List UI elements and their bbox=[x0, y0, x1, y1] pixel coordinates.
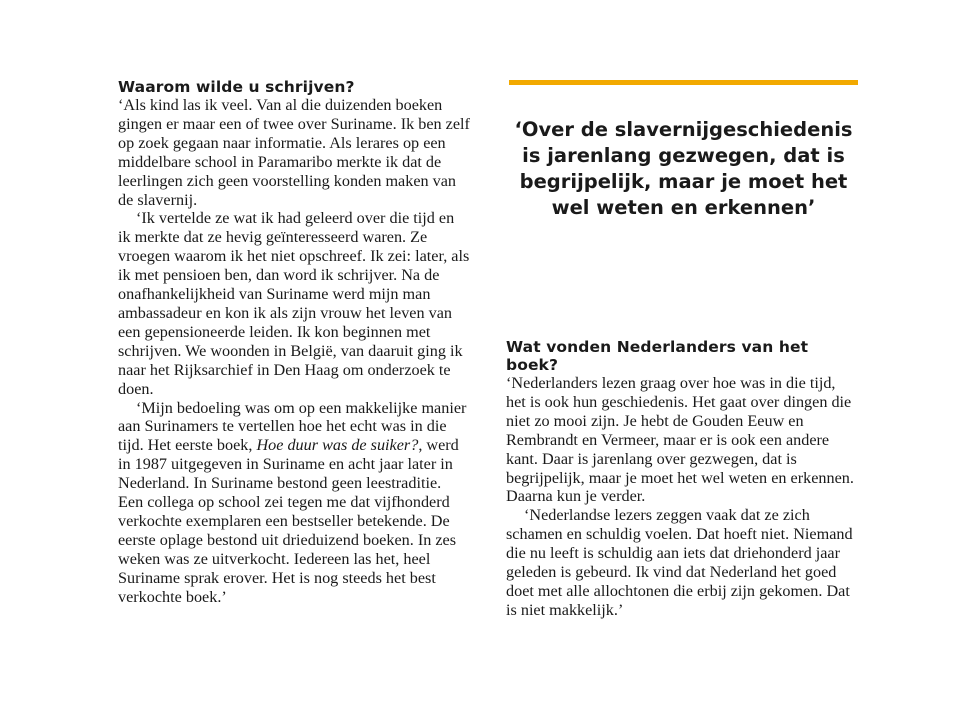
paragraph-text: ‘Mijn bedoeling was om op een makkelijke manier aan Surinamers te vertellen hoe het echt was in die tijd. Het eerste boek, bbox=[118, 398, 467, 455]
paragraph-text: , werd in 1987 uitgegeven in Suriname en acht jaar later in Nederland. In Suriname bestond geen leestraditie. Een collega op school zei tegen me dat vijfhonderd verkochte exemplaren een bestseller betekende. De eerste oplage bestond uit drieduizend boeken. In zes weken was ze uitverkocht. Iedereen las het, heel Suriname sprak erover. Het is nog steeds het best verkochte boek.’ bbox=[118, 436, 459, 606]
paragraph: ‘Nederlanders lezen graag over hoe was in die tijd, het is ook hun geschiedenis. Het gaat over dingen die niet zo mooi zijn. Je hebt de Gouden Eeuw en Rembrandt en Vermeer, maar er is ook een andere kant. Daar is jarenlang over gezwegen, dat is begrijpelijk, maar je moet het wel weten en erkennen. Daarna kun je verder. bbox=[506, 374, 854, 506]
right-column bbox=[506, 338, 858, 620]
paragraph: ‘Nederlandse lezers zeggen vaak dat ze zich schamen en schuldig voelen. Dat hoeft niet. Niemand die nu leeft is schuldig aan iets dat driehonderd jaar geleden is gebeurd. Ik vind dat Nederland het goed doet met alle allochtonen die erbij zijn gekomen. Dat is niet makkelijk.’ bbox=[506, 506, 853, 619]
paragraph: ‘Ik vertelde ze wat ik had geleerd over die tijd en ik merkte dat ze hevig geïnteresseerd waren. Ze vroegen waarom ik het niet opschreef. Ik zei: later, als ik met pensioen ben, dan word ik schrijver. Na de onafhankelijkheid van Suriname werd mijn man ambassadeur en kon ik als zijn vrouw het leven van een gepensioneerde leiden. Ik kon beginnen met schrijven. We woonden in België, van daaruit ging ik naar het Rijksarchief in Den Haag om onderzoek te doen. bbox=[118, 209, 470, 398]
paragraph bbox=[118, 399, 470, 607]
pullquote-accent-bar bbox=[509, 80, 858, 85]
left-column bbox=[118, 78, 470, 606]
pullquote: ‘Over de slavernijgeschiedenis is jarenlang gezwegen, dat is begrijpelijk, maar je moet het wel weten en erkennen’ bbox=[514, 118, 853, 219]
answer-text bbox=[118, 96, 470, 606]
question-heading: Waarom wilde u schrijven? bbox=[118, 78, 355, 96]
book-title: Hoe duur was de suiker? bbox=[256, 436, 419, 455]
paragraph: ‘Als kind las ik veel. Van al die duizenden boeken gingen er maar een of twee over Suriname. Ik ben zelf op zoek gegaan naar informatie. Als lerares op een middelbare school in Paramaribo merkte ik dat de leerlingen zich geen voorstelling konden maken van de slavernij. bbox=[118, 96, 470, 209]
answer-text bbox=[506, 374, 858, 620]
question-heading: Wat vonden Nederlanders van het boek? bbox=[506, 338, 809, 374]
